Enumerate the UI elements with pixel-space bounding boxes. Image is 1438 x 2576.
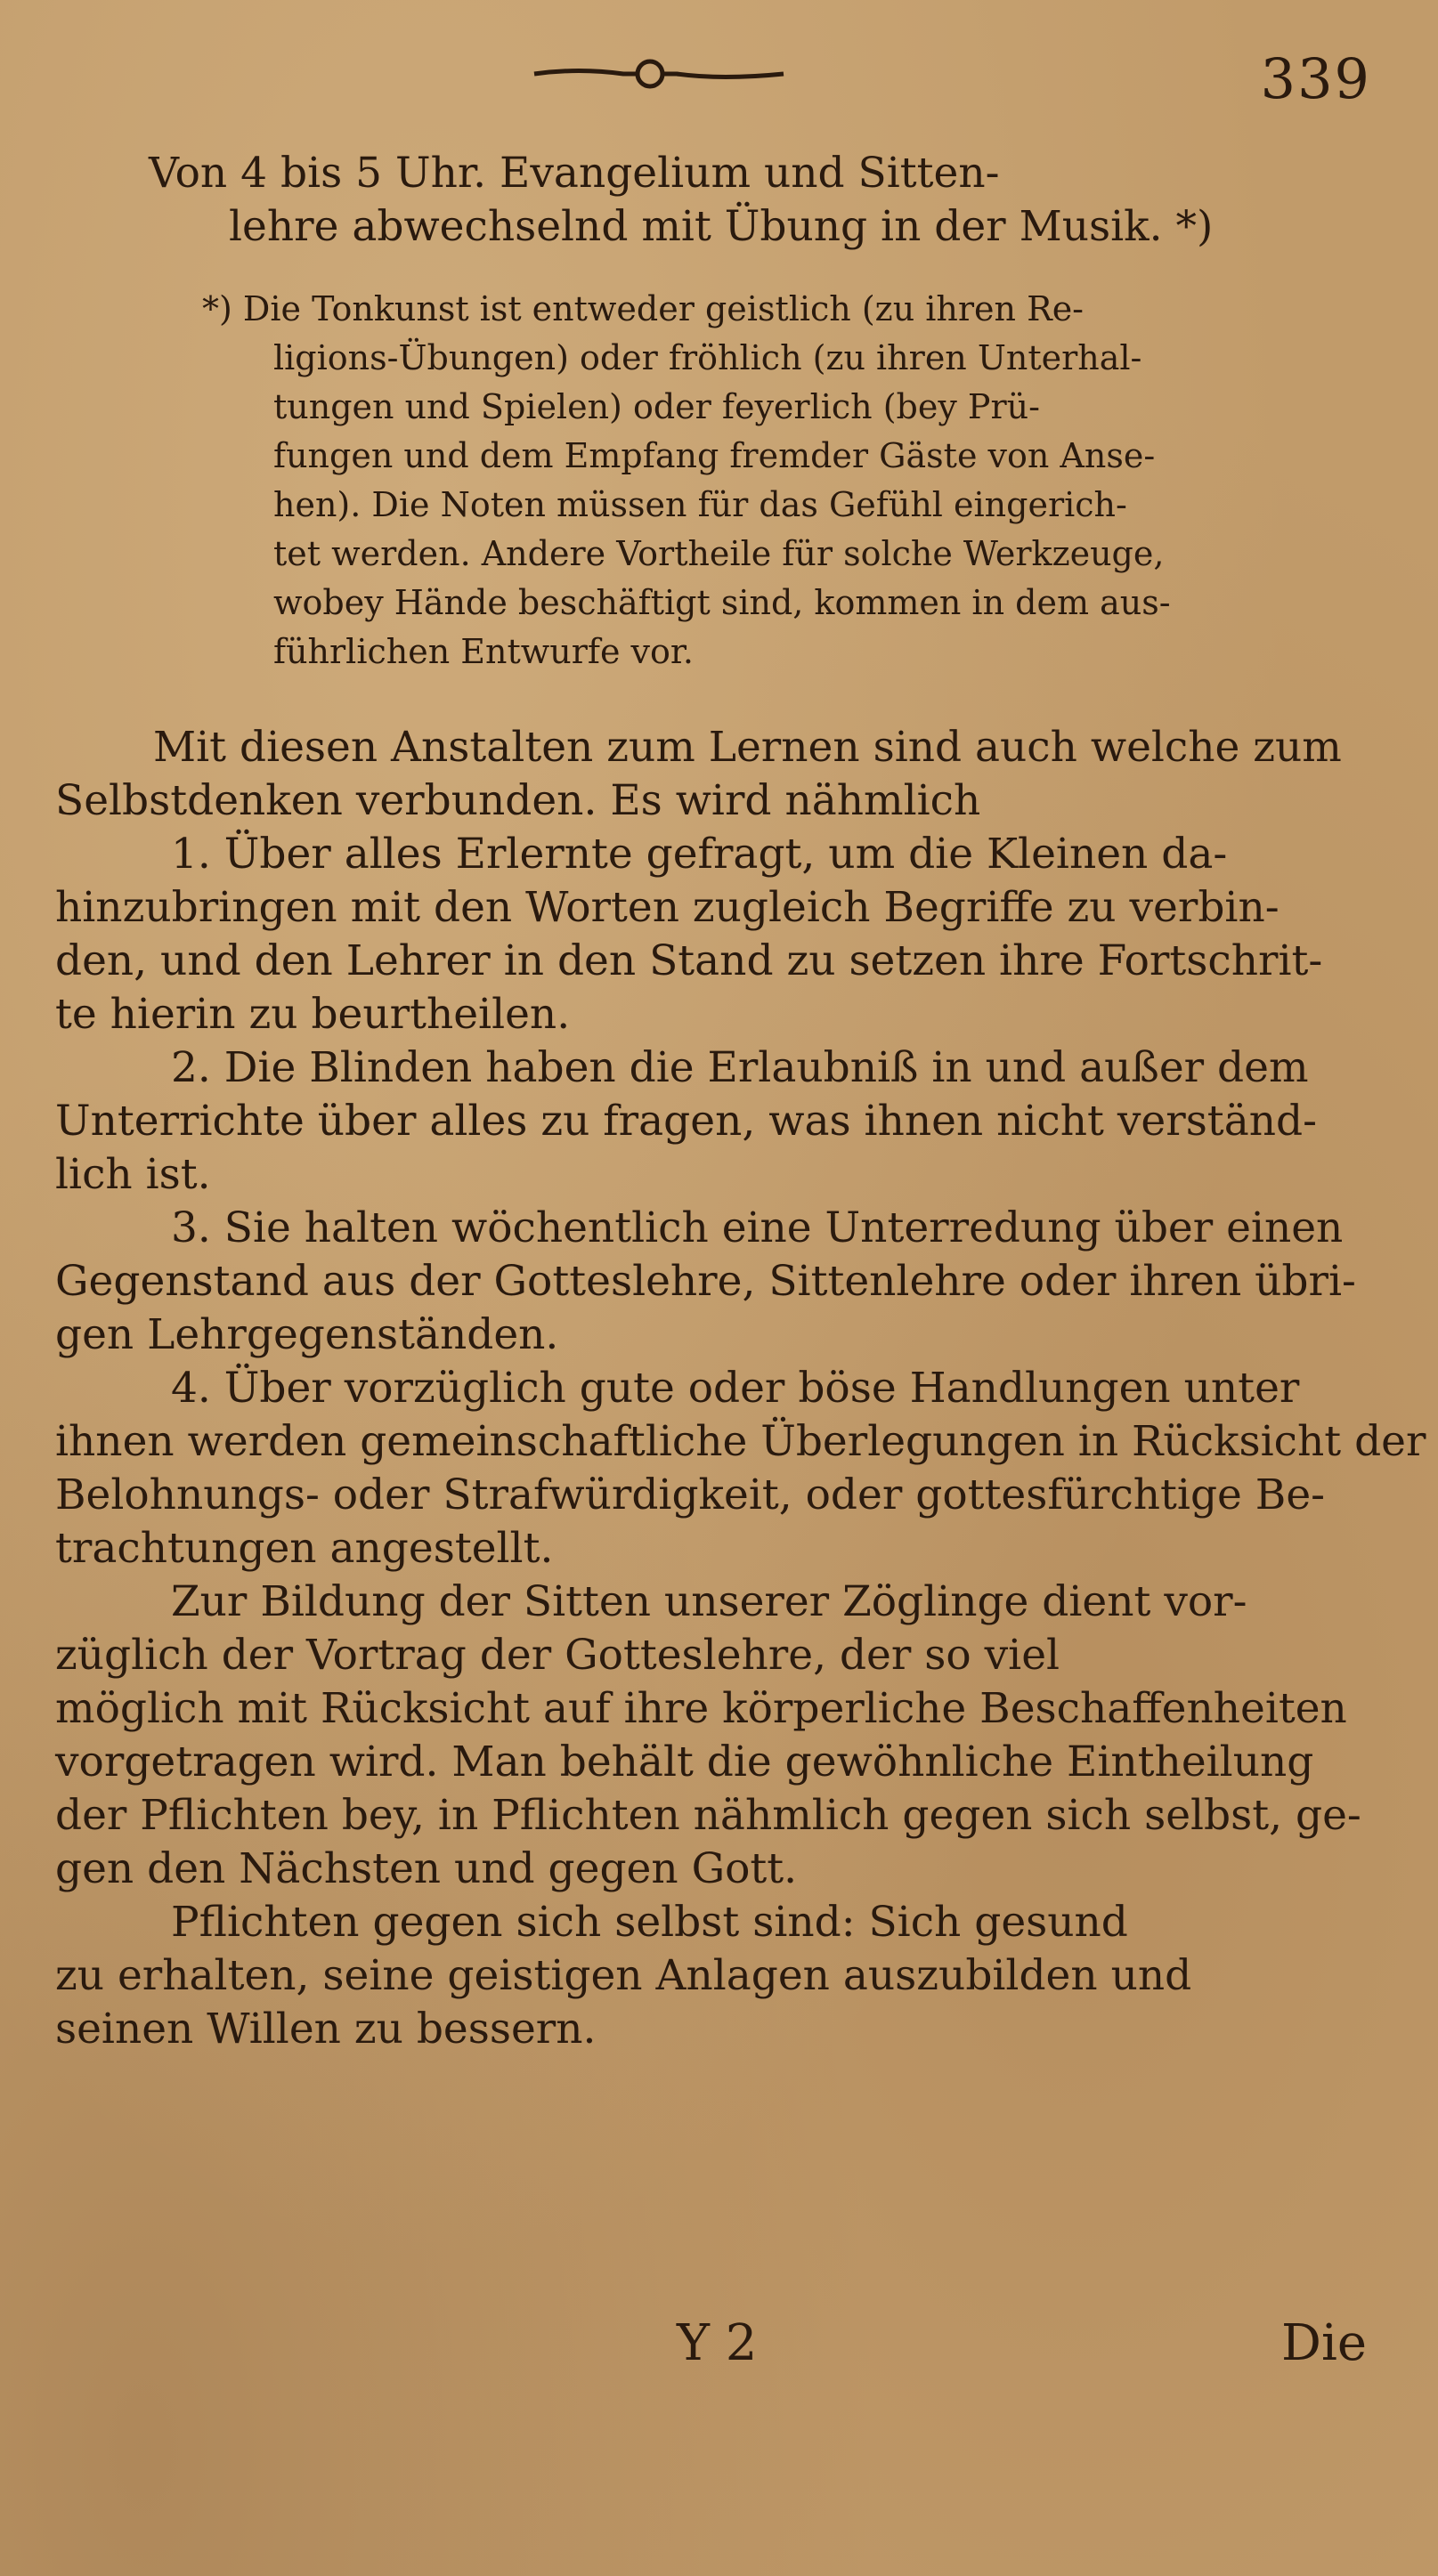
text-line: Gegenstand aus der Gotteslehre, Sittenlehre oder ihren übri-: [55, 1257, 1356, 1306]
text-line: 2. Die Blinden haben die Erlaubniß in und außer dem: [171, 1043, 1309, 1092]
text-line: Pflichten gegen sich selbst sind: Sich gesund: [171, 1898, 1128, 1947]
text-line: seinen Willen zu bessern.: [55, 2005, 597, 2054]
page-number: 339: [1260, 46, 1371, 111]
section-heading-block: [55, 147, 1386, 254]
footnote-line: tet werden. Andere Vortheile für solche Werkzeuge,: [273, 534, 1165, 573]
text-line: zu erhalten, seine geistigen Anlagen auszubilden und: [55, 1951, 1192, 2000]
catchword: Die: [1281, 2314, 1367, 2372]
footnote-line: *) Die Tonkunst ist entweder geistlich (zu ihren Re-: [202, 289, 1085, 328]
text-line: züglich der Vortrag der Gotteslehre, der so viel: [55, 1631, 1060, 1680]
text-line: Unterrichte über alles zu fragen, was ihnen nicht verständ-: [55, 1097, 1317, 1146]
footnote-line: wobey Hände beschäftigt sind, kommen in dem aus-: [273, 583, 1171, 622]
footnote-line: ligions-Übungen) oder fröhlich (zu ihren Unterhal-: [273, 338, 1142, 377]
text-line: Mit diesen Anstalten zum Lernen sind auch welche zum: [153, 723, 1342, 772]
footnote-line: fungen und dem Empfang fremder Gäste von Anse-: [273, 436, 1156, 475]
text-line: ihnen werden gemeinschaftliche Überlegungen in Rücksicht der: [55, 1417, 1426, 1466]
footnote-block: [55, 285, 1386, 676]
text-line: Selbstdenken verbunden. Es wird nähmlich: [55, 776, 981, 825]
signature-mark: Y 2: [677, 2314, 758, 2372]
text-line: gen Lehrgegenständen.: [55, 1310, 559, 1359]
text-line: lich ist.: [55, 1150, 211, 1199]
text-line: trachtungen angestellt.: [55, 1524, 554, 1573]
text-line: te hierin zu beurtheilen.: [55, 990, 571, 1039]
text-line: gen den Nächsten und gegen Gott.: [55, 1844, 798, 1893]
text-line: vorgetragen wird. Man behält die gewöhnliche Eintheilung: [55, 1738, 1314, 1786]
body-text: [55, 721, 1426, 2056]
text-line: den, und den Lehrer in den Stand zu setzen ihre Fortschrit-: [55, 936, 1323, 985]
text-line: lehre abwechselnd mit Übung in der Musik. *): [229, 202, 1214, 251]
text-line: 1. Über alles Erlernte gefragt, um die Kleinen da-: [171, 830, 1228, 879]
footnote-line: tungen und Spielen) oder feyerlich (bey Prü-: [273, 387, 1040, 426]
text-line: Von 4 bis 5 Uhr. Evangelium und Sitten-: [149, 149, 1000, 198]
text-line: 3. Sie halten wöchentlich eine Unterredung über einen: [171, 1203, 1344, 1252]
text-line: der Pflichten bey, in Pflichten nähmlich gegen sich selbst, ge-: [55, 1791, 1361, 1840]
ornament-rule: [525, 52, 792, 96]
text-line: Belohnungs- oder Strafwürdigkeit, oder gottesfürchtige Be-: [55, 1470, 1326, 1519]
text-line: Zur Bildung der Sitten unserer Zöglinge dient vor-: [171, 1577, 1247, 1626]
text-line: 4. Über vorzüglich gute oder böse Handlungen unter: [171, 1364, 1300, 1413]
page-footer: [0, 2314, 1438, 2403]
footnote-line: führlichen Entwurfe vor.: [273, 632, 694, 671]
text-line: möglich mit Rücksicht auf ihre körperliche Beschaffenheiten: [55, 1684, 1347, 1733]
page-header: [0, 45, 1438, 111]
footnote-line: hen). Die Noten müssen für das Gefühl eingerich-: [273, 485, 1127, 524]
text-line: hinzubringen mit den Worten zugleich Begriffe zu verbin-: [55, 883, 1280, 932]
